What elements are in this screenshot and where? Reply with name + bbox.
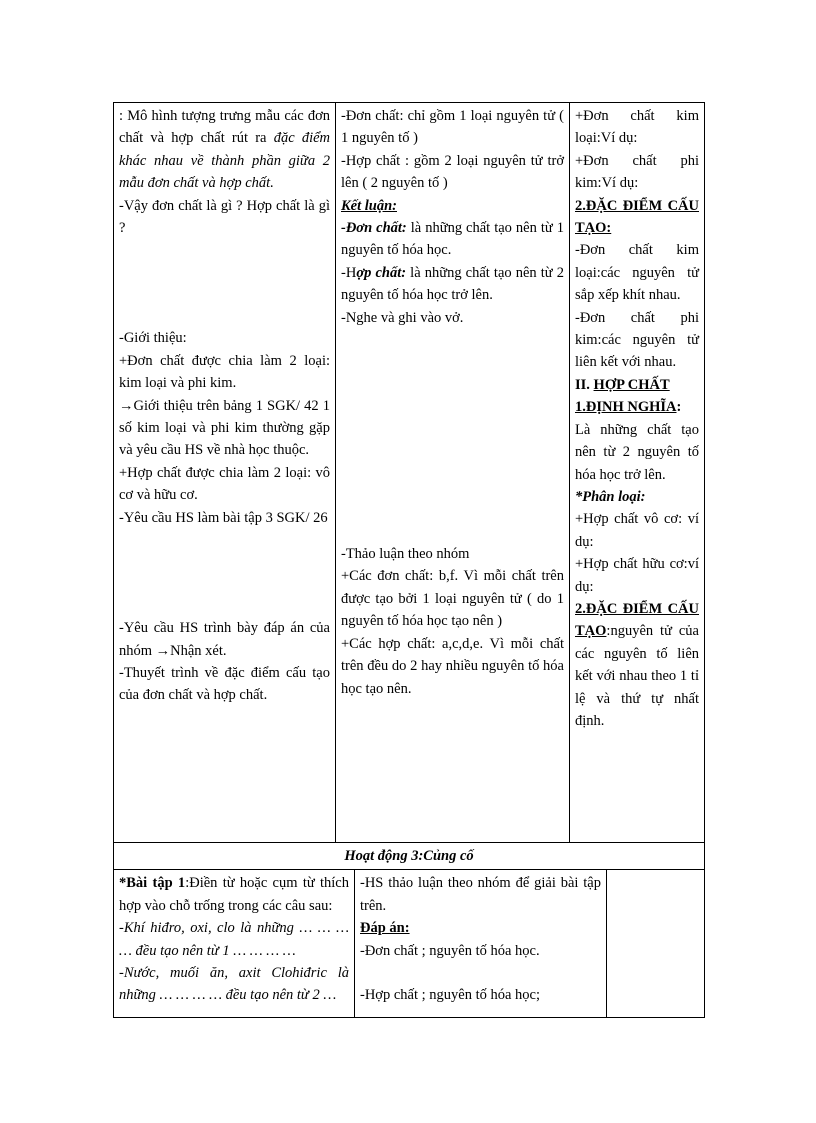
compounds-answer: +Các hợp chất: a,c,d,e. Vì mỗi chất trên đều do 2 hay nhiều nguyên tố hóa học tạo nên. bbox=[341, 635, 564, 697]
nonmetal-element-note: +Đơn chất phi kim:Ví dụ: bbox=[575, 152, 699, 192]
metal-structure: -Đơn chất kim loại:các nguyên tử sắp xếp khít nhau. bbox=[575, 242, 699, 304]
exercise-cell bbox=[114, 870, 355, 1018]
definition-heading: 1.ĐỊNH NGHĨA: bbox=[575, 399, 682, 416]
intro-paragraph: : Mô hình tượng trưng mẫu các đơn chất và hợp chất rút ra đặc điểm khác nhau về thành phần giữa 2 mẫu đơn chất và hợp chất. bbox=[119, 108, 331, 192]
inorganic-compound: +Hợp chất vô cơ: ví dụ: bbox=[575, 511, 699, 550]
compound-section-heading: II. HỢP CHẤT bbox=[575, 376, 670, 393]
student-activity-cell bbox=[336, 103, 570, 843]
answer-cell bbox=[355, 870, 607, 1018]
consolidation-table bbox=[113, 842, 705, 1018]
compounds-classification: +Hợp chất được chia làm 2 loại: vô cơ và hữu cơ. bbox=[119, 464, 330, 504]
question-text: -Vậy đơn chất là gì ? Hợp chất là gì ? bbox=[119, 197, 330, 237]
teacher-activity-cell bbox=[114, 103, 336, 843]
table-intro-text: →Giới thiệu trên bảng 1 SGK/ 42 1 số kim loại và phi kim thường gặp và yêu cầu HS về nhà học thuộc. bbox=[119, 397, 330, 459]
exercise-sentence-1: -Khí hiđro, oxi, clo là những … … … … đều tạo nên từ 1 … … … … bbox=[119, 920, 349, 959]
lesson-table bbox=[113, 102, 705, 843]
element-conclusion: -Đơn chất: là những chất tạo nên từ 1 nguyên tố hóa học. bbox=[341, 220, 564, 259]
structure-heading-1: 2.ĐẶC ĐIỂM CẤU TẠO: bbox=[575, 197, 699, 237]
listen-note: -Nghe và ghi vào vở. bbox=[341, 309, 464, 326]
structure-heading-2-block: 2.ĐẶC ĐIỂM CẤU TẠO:nguyên tử của các nguyên tố liên kết với nhau theo 1 tỉ lệ và thứ tự nhất định. bbox=[575, 600, 699, 729]
compound-conclusion: -Hợp chất: là những chất tạo nên từ 2 nguyên tố hóa học trở lên. bbox=[341, 264, 565, 304]
intro-label: -Giới thiệu: bbox=[119, 330, 187, 347]
organic-compound: +Hợp chất hữu cơ:ví dụ: bbox=[575, 556, 699, 595]
metal-element-note: +Đơn chất kim loại:Ví dụ: bbox=[575, 108, 699, 147]
exercise-request: -Yêu cầu HS làm bài tập 3 SGK/ 26 bbox=[119, 509, 328, 526]
present-request: -Yêu cầu HS trình bày đáp án của nhóm →Nhận xét. bbox=[119, 620, 330, 659]
answer-1: -Đơn chất ; nguyên tố hóa học. bbox=[360, 942, 540, 959]
exercise-prompt: *Bài tập 1:Điền từ hoặc cụm từ thích hợp vào chỗ trống trong các câu sau: bbox=[119, 875, 349, 914]
elements-answer: +Các đơn chất: b,f. Vì mỗi chất trên được tạo bởi 1 loại nguyên tử ( do 1 nguyên tố hóa học tạo nên ) bbox=[341, 568, 564, 630]
compound-definition: -Hợp chất : gồm 2 loại nguyên tử trở lên ( 2 nguyên tố ) bbox=[341, 152, 564, 192]
nonmetal-structure: -Đơn chất phi kim:các nguyên tử liên kết với nhau. bbox=[575, 309, 699, 371]
answer-label: Đáp án: bbox=[360, 920, 410, 937]
exercise-sentence-2: -Nước, muối ăn, axit Clohiđric là những … … … … đều tạo nên từ 2 … bbox=[119, 965, 349, 1004]
elements-classification: +Đơn chất được chia làm 2 loại: kim loại và phi kim. bbox=[119, 352, 330, 392]
conclusion-label: Kết luận: bbox=[341, 197, 397, 214]
empty-notes-cell bbox=[607, 870, 705, 1018]
answer-2: -Hợp chất ; nguyên tố hóa học; bbox=[360, 987, 541, 1004]
document-page bbox=[113, 102, 704, 1018]
notes-cell bbox=[570, 103, 705, 843]
lesson-row bbox=[114, 103, 705, 843]
discussion-text: -HS thảo luận theo nhóm để giải bài tập trên. bbox=[360, 875, 601, 914]
consolidation-heading: Hoạt động 3:Củng cố bbox=[114, 843, 705, 870]
element-definition: -Đơn chất: chỉ gồm 1 loại nguyên tử ( 1 nguyên tố ) bbox=[341, 108, 564, 147]
definition-text: Là những chất tạo nên từ 2 nguyên tố hóa học trở lên. bbox=[575, 421, 699, 483]
presentation-text: -Thuyết trình về đặc điểm cấu tạo của đơn chất và hợp chất. bbox=[119, 664, 330, 704]
classification-heading: *Phân loại: bbox=[575, 488, 646, 505]
group-discussion: -Thảo luận theo nhóm bbox=[341, 546, 470, 563]
